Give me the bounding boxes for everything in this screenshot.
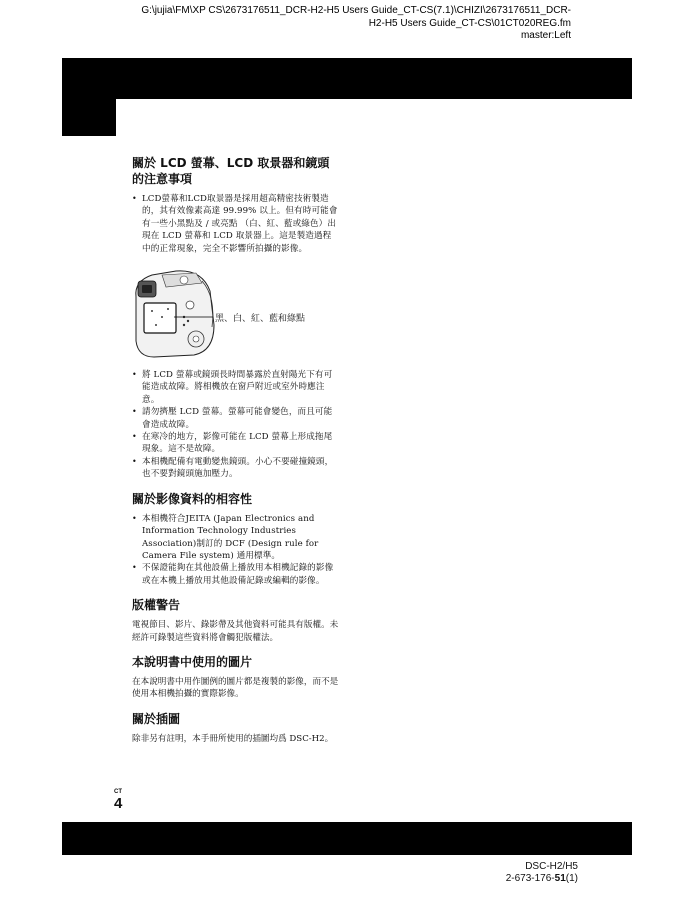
section-heading: 版權警告 — [132, 598, 181, 613]
section-body: 電視節目、影片、錄影帶及其他資料可能具有版權。未經許可錄製這些資料將會觸犯版權法。 — [132, 620, 339, 643]
section-heading: 關於影像資料的相容性 — [132, 491, 253, 506]
language-code: CT — [114, 789, 122, 795]
bullet-item: • 在寒冷的地方，影像可能在 LCD 螢幕上形成拖尾現象。這不是故障。 — [132, 431, 340, 456]
camera-lcd-figure — [132, 267, 340, 361]
page-number — [114, 788, 128, 811]
header-band — [62, 58, 632, 99]
bullet-item: • 將 LCD 螢幕或鏡頭長時間暴露於直射陽光下有可能造成故障。將相機放在窗戶附近或室外時應注意。 — [132, 369, 340, 406]
compat-bullet-list — [132, 513, 340, 587]
compat-section — [132, 491, 340, 587]
figure-caption: 黑、白、紅、藍和綠點 — [215, 314, 306, 325]
file-path-header — [91, 5, 571, 43]
bullet-item: • 本相機配備有電動變焦鏡頭。小心不要碰撞鏡頭，也不要對鏡頭施加壓力。 — [132, 456, 340, 481]
file-path-line: H2-H5 Users Guide_CT-CS\01CT020REG.fm — [368, 17, 571, 29]
part-number-bold: 51 — [554, 873, 566, 884]
part-number-prefix: 2-673-176- — [505, 873, 555, 884]
section-heading: 本說明書中使用的圖片 — [132, 654, 253, 669]
heading-line: 的注意事項 — [132, 172, 193, 186]
model-name: DSC-H2/H5 — [525, 861, 578, 872]
part-number — [506, 873, 578, 885]
illustrations-section — [132, 711, 340, 745]
main-content — [132, 155, 340, 745]
copyright-section — [132, 597, 340, 644]
bullet-item: • LCD螢幕和LCD取景器是採用超高精密技術製造的，其有效像素高達 99.99% 以上。但有時可能會有一些小黑點及 / 或亮點 （白、紅、藍或綠色）出現在 LCD 螢幕和 LCD 取景器上。這是製造過程中的正常現象，完全不影響所拍攝的影像。 — [132, 193, 340, 255]
bullet-item: • 本相機符合JEITA (Japan Electronics and Information Technology Industries Association)制訂的 DCF (Design rule for Camera File system) 通用標準。 — [132, 513, 340, 563]
footer-model-info — [506, 861, 578, 885]
bullet-item: • 請勿擠壓 LCD 螢幕。螢幕可能會變色，而且可能會造成故障。 — [132, 406, 340, 431]
lcd-bullet-list — [132, 369, 340, 481]
heading-line: 關於 LCD 螢幕、LCD 取景器和鏡頭 — [132, 156, 330, 170]
section-body: 除非另有註明，本手冊所使用的插圖均爲 DSC-H2。 — [132, 733, 334, 744]
lcd-bullet-list — [132, 193, 340, 255]
bullet-item: • 不保證能夠在其他設備上播放用本相機記錄的影像或在本機上播放用其他設備記錄或編輯的影像。 — [132, 562, 340, 587]
file-path-line: G:\jujia\FM\XP CS\2673176511_DCR-H2-H5 Users Guide_CT-CS(7.1)\CHIZI\2673176511_DCR- — [141, 5, 571, 16]
lcd-section-heading — [132, 155, 340, 187]
part-number-suffix: (1) — [565, 873, 578, 884]
page-number-value: 4 — [114, 795, 123, 812]
pictures-section — [132, 654, 340, 701]
section-tab — [62, 99, 116, 136]
section-body: 在本說明書中用作圖例的圖片都是複製的影像，而不是使用本相機拍攝的實際影像。 — [132, 676, 339, 700]
master-label: master:Left — [520, 30, 571, 41]
section-heading: 關於插圖 — [132, 711, 181, 726]
footer-band — [62, 822, 632, 855]
